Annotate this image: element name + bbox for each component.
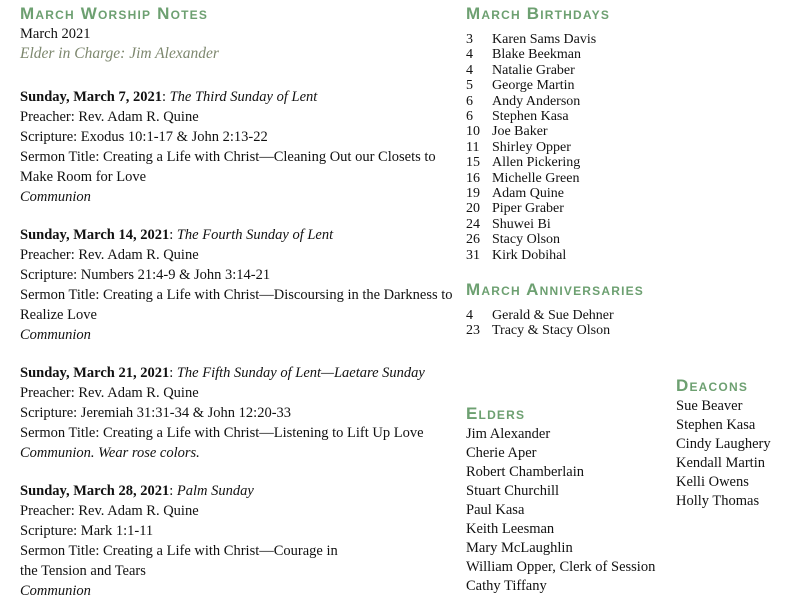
elder-name: Cathy Tiffany <box>466 578 547 594</box>
service-line: Sermon Title: Creating a Life with Christ—Courage in <box>20 543 338 559</box>
birthday-day: 15 <box>466 155 480 171</box>
birthday-row <box>466 94 610 109</box>
service-march-7 <box>20 87 468 207</box>
service-date: Sunday, March 14, 2021 <box>20 227 170 243</box>
birthday-row <box>466 63 610 78</box>
birthday-name: Andy Anderson <box>492 93 581 109</box>
birthday-row <box>466 201 610 216</box>
service-note: Communion <box>20 189 91 205</box>
elder-name: Stuart Churchill <box>466 483 560 499</box>
deacon-name: Stephen Kasa <box>676 417 756 433</box>
birthday-day: 4 <box>466 47 473 63</box>
service-line: Scripture: Numbers 21:4-9 & John 3:14-21 <box>20 267 271 283</box>
birthday-day: 3 <box>466 32 473 47</box>
deacons-list <box>676 397 796 511</box>
deacon-name: Kendall Martin <box>676 455 765 471</box>
service-line: Preacher: Rev. Adam R. Quine <box>20 109 199 125</box>
service-line: Scripture: Mark 1:1-11 <box>20 523 154 539</box>
service-note: Communion. Wear rose colors. <box>20 445 200 461</box>
service-line: Sermon Title: Creating a Life with Christ—Discoursing in the Darkness to <box>20 287 453 303</box>
service-line: Preacher: Rev. Adam R. Quine <box>20 247 199 263</box>
birthday-row <box>466 186 610 201</box>
service-lines <box>20 501 468 581</box>
birthday-row <box>466 78 610 93</box>
worship-month: March 2021 <box>20 26 91 42</box>
elder-name: Robert Chamberlain <box>466 464 584 480</box>
deacon-name: Holly Thomas <box>676 493 760 509</box>
birthday-day: 5 <box>466 78 473 94</box>
birthday-name: Stacy Olson <box>492 232 561 248</box>
service-separator: : <box>169 227 177 243</box>
service-heading <box>20 363 468 383</box>
deacon-name: Sue Beaver <box>676 398 743 414</box>
birthday-name: Shirley Opper <box>492 139 571 155</box>
service-line: Sermon Title: Creating a Life with Christ—Cleaning Out our Closets to <box>20 149 436 165</box>
birthday-day: 31 <box>466 247 480 263</box>
service-separator: : <box>169 365 177 381</box>
service-separator: : <box>169 483 177 499</box>
birthday-name: Shuwei Bi <box>492 216 551 232</box>
elder-in-charge: Elder in Charge: Jim Alexander <box>20 45 219 62</box>
service-name: The Fourth Sunday of Lent <box>176 227 334 243</box>
service-heading <box>20 87 468 107</box>
birthday-name: George Martin <box>492 78 575 94</box>
birthday-row <box>466 32 610 47</box>
service-name: Palm Sunday <box>176 483 254 499</box>
service-list <box>20 87 468 601</box>
birthday-name: Natalie Graber <box>492 62 575 78</box>
deacons-section <box>676 376 796 511</box>
service-line: Realize Love <box>20 307 97 323</box>
service-name: The Third Sunday of Lent <box>169 89 318 105</box>
elder-name: Jim Alexander <box>466 426 551 442</box>
service-date: Sunday, March 7, 2021 <box>20 89 162 105</box>
birthday-day: 26 <box>466 232 480 248</box>
right-column <box>466 4 796 602</box>
service-heading <box>20 225 468 245</box>
service-march-14 <box>20 225 468 345</box>
birthday-name: Adam Quine <box>492 186 564 202</box>
birthday-name: Joe Baker <box>492 124 548 140</box>
anniversary-name: Gerald & Sue Dehner <box>492 308 614 323</box>
worship-notes-section <box>20 4 468 605</box>
birthday-name: Piper Graber <box>492 201 564 217</box>
anniversary-day: 4 <box>466 308 473 323</box>
service-march-28 <box>20 481 468 601</box>
service-march-21 <box>20 363 468 463</box>
anniversaries-list <box>466 308 644 339</box>
service-lines <box>20 107 468 187</box>
service-line: Preacher: Rev. Adam R. Quine <box>20 503 199 519</box>
elder-name: Cherie Aper <box>466 445 537 461</box>
anniversaries-section <box>466 280 644 339</box>
elder-name: Mary McLaughlin <box>466 540 573 556</box>
birthday-row <box>466 140 610 155</box>
birthday-name: Karen Sams Davis <box>492 32 597 47</box>
birthday-day: 20 <box>466 201 480 217</box>
service-name: The Fifth Sunday of Lent—Laetare Sunday <box>176 365 425 381</box>
service-date: Sunday, March 28, 2021 <box>20 483 170 499</box>
service-note: Communion <box>20 327 91 343</box>
birthday-day: 16 <box>466 170 480 186</box>
birthday-day: 6 <box>466 93 473 109</box>
deacon-name: Kelli Owens <box>676 474 749 490</box>
birthdays-section <box>466 4 610 263</box>
birthday-row <box>466 232 610 247</box>
anniversary-row <box>466 308 644 323</box>
deacon-name: Cindy Laughery <box>676 436 771 452</box>
elder-name: Paul Kasa <box>466 502 525 518</box>
anniversary-row <box>466 323 644 338</box>
elders-title: Elders <box>466 404 526 423</box>
worship-notes-title: March Worship Notes <box>20 4 209 23</box>
service-heading <box>20 481 468 501</box>
birthday-row <box>466 109 610 124</box>
birthday-name: Stephen Kasa <box>492 109 569 125</box>
birthday-day: 19 <box>466 186 480 202</box>
service-date: Sunday, March 21, 2021 <box>20 365 170 381</box>
birthday-row <box>466 171 610 186</box>
anniversaries-title: March Anniversaries <box>466 280 645 299</box>
birthdays-list <box>466 32 610 263</box>
birthday-name: Kirk Dobihal <box>492 247 567 263</box>
service-note: Communion <box>20 583 91 599</box>
birthday-row <box>466 155 610 170</box>
anniversary-name: Tracy & Stacy Olson <box>492 323 611 339</box>
birthdays-title: March Birthdays <box>466 4 611 23</box>
birthday-row <box>466 124 610 139</box>
birthday-name: Blake Beekman <box>492 47 582 63</box>
service-line: Make Room for Love <box>20 169 147 185</box>
service-line: Scripture: Jeremiah 31:31-34 & John 12:20-33 <box>20 405 292 421</box>
birthday-day: 10 <box>466 124 480 140</box>
birthday-day: 4 <box>466 62 473 78</box>
service-lines <box>20 245 468 325</box>
service-lines <box>20 383 468 443</box>
birthday-row <box>466 47 610 62</box>
service-line: Scripture: Exodus 10:1-17 & John 2:13-22 <box>20 129 268 145</box>
birthday-day: 11 <box>466 139 480 155</box>
service-line: Preacher: Rev. Adam R. Quine <box>20 385 199 401</box>
service-line: the Tension and Tears <box>20 563 146 579</box>
anniversary-day: 23 <box>466 323 480 339</box>
birthday-day: 24 <box>466 216 480 232</box>
service-line: Sermon Title: Creating a Life with Christ—Listening to Lift Up Love <box>20 425 424 441</box>
elders-list <box>466 425 671 596</box>
elder-name: Keith Leesman <box>466 521 555 537</box>
birthday-name: Allen Pickering <box>492 155 581 171</box>
birthday-day: 6 <box>466 109 473 125</box>
birthday-row <box>466 217 610 232</box>
elders-section <box>466 404 671 596</box>
birthday-name: Michelle Green <box>492 170 580 186</box>
elder-name: William Opper, Clerk of Session <box>466 559 656 575</box>
service-separator: : <box>161 89 170 105</box>
birthday-row <box>466 248 610 263</box>
deacons-title: Deacons <box>676 376 749 395</box>
